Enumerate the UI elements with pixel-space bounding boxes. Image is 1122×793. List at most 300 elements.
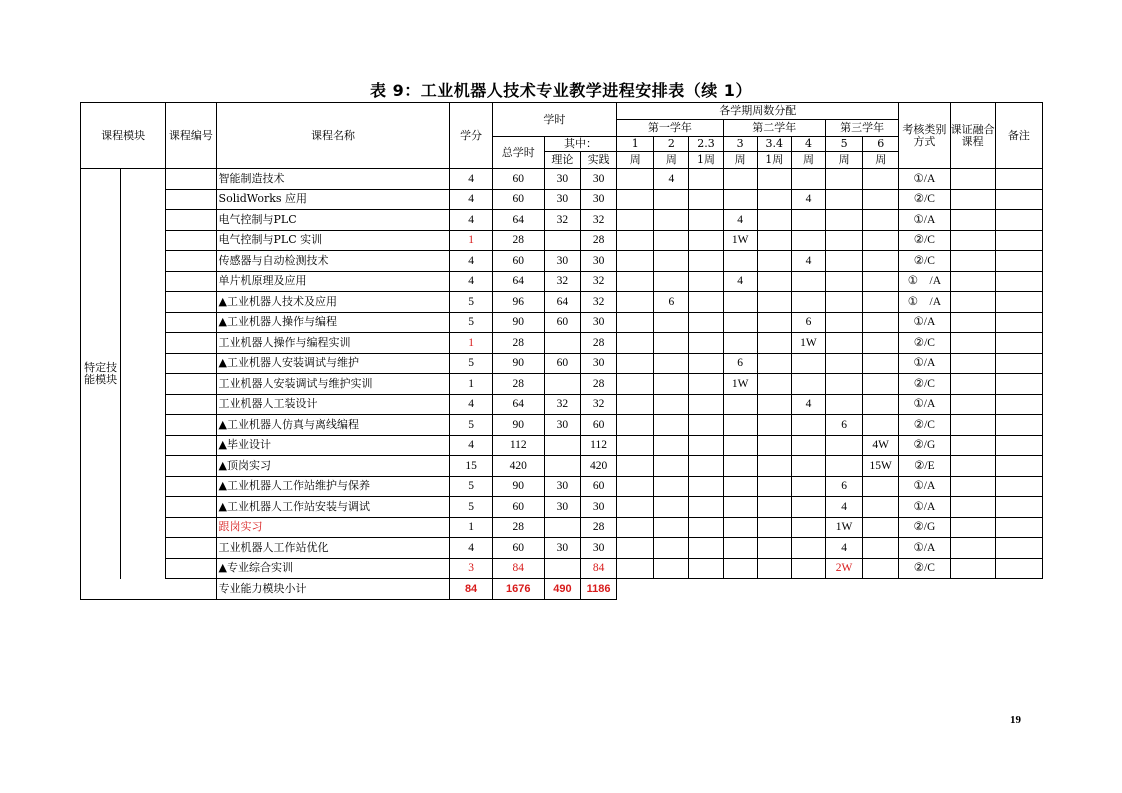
header-cert: 课证融合课程 — [950, 103, 995, 169]
header-week-unit-1: 周 — [617, 152, 654, 169]
course-practice-hours: 60 — [581, 415, 617, 436]
exam-type: ②/C — [899, 189, 950, 210]
course-credits: 4 — [450, 435, 492, 456]
course-name: ▲工业机器人工作站维护与保养 — [216, 476, 450, 497]
semester-weekly-hours: 4 — [826, 538, 863, 559]
semester-weekly-hours — [863, 538, 899, 559]
course-practice-hours: 30 — [581, 538, 617, 559]
exam-type: ②/C — [899, 230, 950, 251]
table-row — [81, 230, 1043, 251]
course-name: ▲工业机器人仿真与离线编程 — [216, 415, 450, 436]
semester-weekly-hours — [723, 292, 757, 313]
semester-weekly-hours — [617, 312, 654, 333]
semester-weekly-hours — [654, 333, 689, 354]
module-sub-cell — [121, 476, 166, 497]
semester-weekly-hours — [757, 435, 791, 456]
cert-course — [950, 251, 995, 272]
semester-weekly-hours — [757, 210, 791, 231]
course-code — [166, 333, 216, 354]
course-credits: 4 — [450, 189, 492, 210]
semester-weekly-hours — [617, 456, 654, 477]
cert-course — [950, 374, 995, 395]
course-total-hours: 60 — [492, 189, 544, 210]
course-credits: 4 — [450, 251, 492, 272]
semester-weekly-hours: 6 — [654, 292, 689, 313]
semester-weekly-hours — [654, 189, 689, 210]
semester-weekly-hours — [617, 374, 654, 395]
course-practice-hours: 84 — [581, 558, 617, 579]
table-row — [81, 415, 1043, 436]
semester-weekly-hours — [689, 558, 723, 579]
semester-weekly-hours — [791, 210, 825, 231]
course-code — [166, 394, 216, 415]
course-theory-hours: 30 — [544, 538, 580, 559]
module-sub-cell — [121, 456, 166, 477]
semester-weekly-hours: 6 — [791, 312, 825, 333]
remark — [995, 517, 1042, 538]
header-row-1 — [81, 103, 1043, 120]
semester-weekly-hours — [723, 394, 757, 415]
semester-weekly-hours — [863, 415, 899, 436]
semester-weekly-hours — [654, 271, 689, 292]
remark — [995, 210, 1042, 231]
course-credits: 4 — [450, 538, 492, 559]
semester-weekly-hours: 4 — [791, 251, 825, 272]
cert-course — [950, 497, 995, 518]
exam-type: ②/C — [899, 374, 950, 395]
cert-course — [950, 353, 995, 374]
course-code — [166, 435, 216, 456]
table-row — [81, 497, 1043, 518]
course-credits: 1 — [450, 517, 492, 538]
semester-weekly-hours — [826, 189, 863, 210]
semester-weekly-hours — [757, 333, 791, 354]
cert-course — [950, 189, 995, 210]
course-name: 跟岗实习 — [216, 517, 450, 538]
exam-type: ①/A — [899, 497, 950, 518]
header-semester-6: 4 — [791, 137, 825, 152]
header-week-unit-5: 1周 — [757, 152, 791, 169]
page-number: 19 — [1010, 714, 1021, 726]
semester-weekly-hours — [617, 476, 654, 497]
table-row — [81, 538, 1043, 559]
exam-type: ②/C — [899, 333, 950, 354]
semester-weekly-hours — [791, 292, 825, 313]
header-semester-7: 5 — [826, 137, 863, 152]
remark — [995, 435, 1042, 456]
semester-weekly-hours — [617, 271, 654, 292]
semester-weekly-hours — [791, 435, 825, 456]
semester-weekly-hours — [863, 517, 899, 538]
exam-type: ①/A — [899, 210, 950, 231]
course-total-hours: 64 — [492, 394, 544, 415]
cert-course — [950, 456, 995, 477]
semester-weekly-hours — [826, 292, 863, 313]
semester-weekly-hours — [757, 353, 791, 374]
subtotal-practice-hours: 1186 — [581, 579, 617, 600]
course-practice-hours: 28 — [581, 517, 617, 538]
exam-type: ①/A — [899, 353, 950, 374]
module-sub-cell — [121, 169, 166, 190]
semester-weekly-hours — [689, 333, 723, 354]
semester-weekly-hours — [826, 312, 863, 333]
course-practice-hours: 32 — [581, 271, 617, 292]
remark — [995, 312, 1042, 333]
semester-weekly-hours: 1W — [791, 333, 825, 354]
course-total-hours: 90 — [492, 476, 544, 497]
semester-weekly-hours: 1W — [826, 517, 863, 538]
semester-weekly-hours — [617, 558, 654, 579]
remark — [995, 189, 1042, 210]
semester-weekly-hours — [654, 558, 689, 579]
semester-weekly-hours — [757, 312, 791, 333]
semester-weekly-hours — [654, 353, 689, 374]
header-module: 课程模块 — [81, 103, 166, 169]
course-name: 电气控制与PLC — [216, 210, 450, 231]
course-credits: 15 — [450, 456, 492, 477]
semester-weekly-hours — [826, 333, 863, 354]
header-year1: 第一学年 — [617, 120, 723, 137]
semester-weekly-hours — [723, 169, 757, 190]
header-week-unit-7: 周 — [826, 152, 863, 169]
semester-weekly-hours — [617, 251, 654, 272]
semester-weekly-hours — [654, 210, 689, 231]
course-total-hours: 60 — [492, 538, 544, 559]
course-practice-hours: 30 — [581, 251, 617, 272]
semester-weekly-hours — [654, 312, 689, 333]
header-week-unit-3: 1周 — [689, 152, 723, 169]
semester-weekly-hours — [757, 456, 791, 477]
semester-weekly-hours — [723, 497, 757, 518]
semester-weekly-hours — [826, 435, 863, 456]
cert-course — [950, 558, 995, 579]
semester-weekly-hours: 1W — [723, 374, 757, 395]
course-practice-hours: 112 — [581, 435, 617, 456]
semester-weekly-hours: 2W — [826, 558, 863, 579]
course-theory-hours: 30 — [544, 169, 580, 190]
module-sub-cell — [121, 189, 166, 210]
semester-weekly-hours — [654, 394, 689, 415]
exam-type: ①/A — [899, 169, 950, 190]
semester-weekly-hours: 6 — [723, 353, 757, 374]
semester-weekly-hours — [689, 189, 723, 210]
remark — [995, 230, 1042, 251]
subtotal-theory-hours: 490 — [544, 579, 580, 600]
header-exam: 考核类别方式 — [899, 103, 950, 169]
cert-course — [950, 476, 995, 497]
course-name: 单片机原理及应用 — [216, 271, 450, 292]
course-code — [166, 558, 216, 579]
semester-weekly-hours — [689, 210, 723, 231]
semester-weekly-hours — [723, 415, 757, 436]
semester-weekly-hours: 6 — [826, 476, 863, 497]
header-year2: 第二学年 — [723, 120, 825, 137]
course-theory-hours: 32 — [544, 271, 580, 292]
module-name: 特定技能模块 — [81, 169, 121, 579]
subtotal-credits: 84 — [450, 579, 492, 600]
semester-weekly-hours — [863, 292, 899, 313]
semester-weekly-hours — [757, 415, 791, 436]
course-code — [166, 517, 216, 538]
header-semester-1: 1 — [617, 137, 654, 152]
course-credits: 5 — [450, 353, 492, 374]
semester-weekly-hours — [757, 251, 791, 272]
exam-type: ②/E — [899, 456, 950, 477]
remark — [995, 497, 1042, 518]
semester-weekly-hours — [723, 476, 757, 497]
course-name: ▲毕业设计 — [216, 435, 450, 456]
course-theory-hours — [544, 456, 580, 477]
semester-weekly-hours — [791, 517, 825, 538]
header-semester-3: 2.3 — [689, 137, 723, 152]
course-code — [166, 476, 216, 497]
course-practice-hours: 30 — [581, 497, 617, 518]
module-sub-cell — [121, 210, 166, 231]
course-name: ▲顶岗实习 — [216, 456, 450, 477]
course-code — [166, 456, 216, 477]
semester-weekly-hours — [654, 251, 689, 272]
cert-course — [950, 210, 995, 231]
cert-course — [950, 435, 995, 456]
semester-weekly-hours — [689, 476, 723, 497]
semester-weekly-hours — [863, 251, 899, 272]
semester-weekly-hours — [826, 271, 863, 292]
table-row — [81, 210, 1043, 231]
header-practice: 实践 — [581, 152, 617, 169]
table-row — [81, 456, 1043, 477]
table-row — [81, 169, 1043, 190]
remark — [995, 456, 1042, 477]
module-sub-cell — [121, 394, 166, 415]
remark — [995, 374, 1042, 395]
semester-weekly-hours: 4W — [863, 435, 899, 456]
course-code — [166, 312, 216, 333]
header-year3: 第三学年 — [826, 120, 899, 137]
course-name: ▲工业机器人操作与编程 — [216, 312, 450, 333]
course-credits: 5 — [450, 497, 492, 518]
semester-weekly-hours — [863, 230, 899, 251]
semester-weekly-hours — [654, 497, 689, 518]
semester-weekly-hours — [863, 271, 899, 292]
course-total-hours: 28 — [492, 230, 544, 251]
semester-weekly-hours — [791, 169, 825, 190]
remark — [995, 415, 1042, 436]
semester-weekly-hours — [863, 333, 899, 354]
cert-course — [950, 538, 995, 559]
header-name: 课程名称 — [216, 103, 450, 169]
course-credits: 4 — [450, 169, 492, 190]
header-semester-2: 2 — [654, 137, 689, 152]
course-credits: 4 — [450, 271, 492, 292]
header-semester-5: 3.4 — [757, 137, 791, 152]
course-credits: 4 — [450, 394, 492, 415]
semester-weekly-hours — [863, 497, 899, 518]
module-sub-cell — [121, 497, 166, 518]
course-name: 工业机器人工装设计 — [216, 394, 450, 415]
semester-weekly-hours — [689, 517, 723, 538]
course-total-hours: 64 — [492, 210, 544, 231]
semester-weekly-hours: 4 — [791, 394, 825, 415]
course-theory-hours — [544, 558, 580, 579]
course-credits: 5 — [450, 476, 492, 497]
semester-weekly-hours — [723, 456, 757, 477]
header-week-unit-2: 周 — [654, 152, 689, 169]
module-sub-cell — [121, 292, 166, 313]
course-practice-hours: 32 — [581, 394, 617, 415]
semester-weekly-hours: 1W — [723, 230, 757, 251]
course-code — [166, 538, 216, 559]
course-practice-hours: 30 — [581, 353, 617, 374]
semester-weekly-hours — [723, 517, 757, 538]
semester-weekly-hours: 4 — [723, 210, 757, 231]
course-theory-hours: 60 — [544, 312, 580, 333]
course-credits: 3 — [450, 558, 492, 579]
semester-weekly-hours — [826, 374, 863, 395]
module-sub-cell — [121, 415, 166, 436]
semester-weekly-hours — [791, 374, 825, 395]
course-total-hours: 60 — [492, 497, 544, 518]
course-code — [166, 353, 216, 374]
semester-weekly-hours — [617, 497, 654, 518]
semester-weekly-hours — [689, 230, 723, 251]
cert-course — [950, 517, 995, 538]
course-practice-hours: 60 — [581, 476, 617, 497]
semester-weekly-hours — [654, 476, 689, 497]
semester-weekly-hours — [863, 374, 899, 395]
exam-type: ②/G — [899, 435, 950, 456]
semester-weekly-hours — [757, 374, 791, 395]
module-sub-cell — [121, 251, 166, 272]
semester-weekly-hours — [863, 189, 899, 210]
course-practice-hours: 28 — [581, 333, 617, 354]
course-name: 工业机器人安装调试与维护实训 — [216, 374, 450, 395]
subtotal-label: 专业能力模块小计 — [216, 579, 450, 600]
semester-weekly-hours — [654, 517, 689, 538]
course-total-hours: 112 — [492, 435, 544, 456]
semester-weekly-hours — [791, 415, 825, 436]
course-code — [166, 374, 216, 395]
table-row — [81, 394, 1043, 415]
semester-weekly-hours — [791, 476, 825, 497]
semester-weekly-hours — [654, 230, 689, 251]
table-row — [81, 333, 1043, 354]
course-credits: 5 — [450, 292, 492, 313]
course-code — [166, 169, 216, 190]
remark — [995, 394, 1042, 415]
table-row — [81, 353, 1043, 374]
remark — [995, 271, 1042, 292]
semester-weekly-hours — [791, 538, 825, 559]
table-row — [81, 517, 1043, 538]
semester-weekly-hours — [617, 230, 654, 251]
semester-weekly-hours — [617, 169, 654, 190]
header-remark: 备注 — [995, 103, 1042, 169]
table-row — [81, 476, 1043, 497]
course-name: ▲工业机器人工作站安装与调试 — [216, 497, 450, 518]
course-credits: 4 — [450, 210, 492, 231]
header-semester-4: 3 — [723, 137, 757, 152]
semester-weekly-hours — [757, 538, 791, 559]
course-practice-hours: 30 — [581, 169, 617, 190]
remark — [995, 353, 1042, 374]
remark — [995, 476, 1042, 497]
cert-course — [950, 271, 995, 292]
semester-weekly-hours — [654, 435, 689, 456]
semester-weekly-hours — [723, 251, 757, 272]
module-sub-cell — [121, 538, 166, 559]
header-hours: 学时 — [492, 103, 617, 137]
semester-weekly-hours — [689, 292, 723, 313]
semester-weekly-hours — [863, 169, 899, 190]
course-total-hours: 28 — [492, 517, 544, 538]
module-sub-cell — [121, 517, 166, 538]
semester-weekly-hours — [689, 415, 723, 436]
module-sub-cell — [121, 333, 166, 354]
course-theory-hours: 30 — [544, 189, 580, 210]
course-total-hours: 60 — [492, 251, 544, 272]
course-credits: 1 — [450, 230, 492, 251]
semester-weekly-hours — [863, 476, 899, 497]
semester-weekly-hours — [723, 312, 757, 333]
semester-weekly-hours — [826, 169, 863, 190]
semester-weekly-hours — [757, 476, 791, 497]
header-week-unit-6: 周 — [791, 152, 825, 169]
header-theory: 理论 — [544, 152, 580, 169]
header-credits: 学分 — [450, 103, 492, 169]
course-theory-hours: 32 — [544, 210, 580, 231]
course-theory-hours: 30 — [544, 251, 580, 272]
table-row — [81, 435, 1043, 456]
semester-weekly-hours — [617, 189, 654, 210]
module-sub-cell — [121, 271, 166, 292]
semester-weekly-hours — [723, 435, 757, 456]
semester-weekly-hours — [863, 210, 899, 231]
course-practice-hours: 30 — [581, 312, 617, 333]
semester-weekly-hours — [689, 312, 723, 333]
exam-type: ②/C — [899, 415, 950, 436]
subtotal-total-hours: 1676 — [492, 579, 544, 600]
course-theory-hours — [544, 435, 580, 456]
course-theory-hours: 64 — [544, 292, 580, 313]
course-credits: 1 — [450, 374, 492, 395]
remark — [995, 333, 1042, 354]
course-total-hours: 420 — [492, 456, 544, 477]
remark — [995, 538, 1042, 559]
header-of-which: 其中： — [544, 137, 616, 152]
semester-weekly-hours — [826, 353, 863, 374]
module-sub-cell — [121, 374, 166, 395]
semester-weekly-hours — [689, 353, 723, 374]
table-title: 表 9：工业机器人技术专业教学进程安排表（续 1） — [370, 81, 752, 100]
course-theory-hours: 60 — [544, 353, 580, 374]
semester-weekly-hours — [689, 456, 723, 477]
semester-weekly-hours — [863, 394, 899, 415]
exam-type: ②/G — [899, 517, 950, 538]
course-code — [166, 210, 216, 231]
course-theory-hours — [544, 230, 580, 251]
semester-weekly-hours — [757, 292, 791, 313]
remark — [995, 169, 1042, 190]
semester-weekly-hours — [617, 517, 654, 538]
semester-weekly-hours — [757, 394, 791, 415]
cert-course — [950, 333, 995, 354]
course-name: SolidWorks 应用 — [216, 189, 450, 210]
course-name: ▲工业机器人技术及应用 — [216, 292, 450, 313]
course-code — [166, 415, 216, 436]
course-total-hours: 28 — [492, 333, 544, 354]
semester-weekly-hours: 15W — [863, 456, 899, 477]
course-total-hours: 90 — [492, 312, 544, 333]
